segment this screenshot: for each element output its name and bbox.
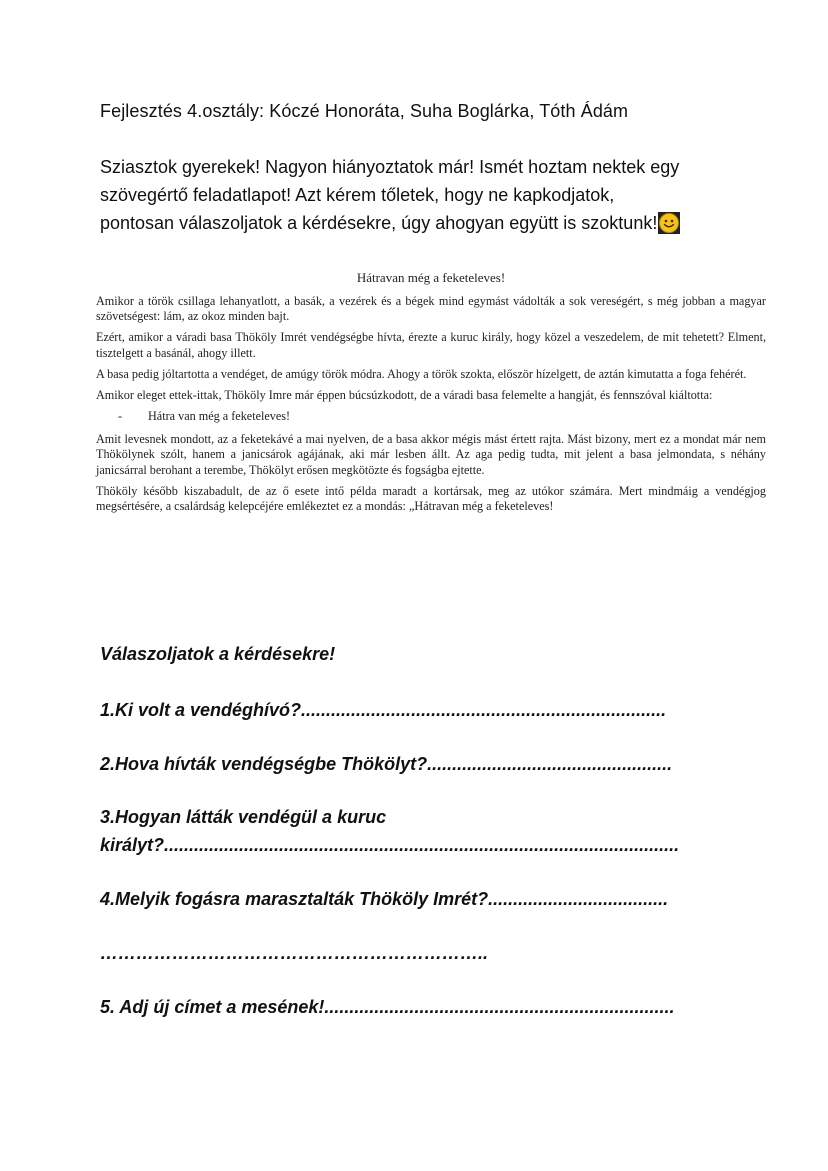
story-paragraph-1: Amikor a török csillaga lehanyatlott, a basák, a vezérek és a bégek mind egymást vádolták a sok vereségért, s még jobban a magyar szövetségest: lám, az okoz minden bajt. [96, 294, 766, 324]
worksheet-header: Fejlesztés 4.osztály: Kóczé Honoráta, Suha Boglárka, Tóth Ádám [100, 101, 629, 121]
question-3-line-2: királyt?....................................................................................................... [100, 835, 680, 855]
story-dialog [118, 409, 766, 424]
intro-line-1: Sziasztok gyerekek! Nagyon hiányoztatok már! Ismét hoztam nektek egy [100, 157, 680, 177]
intro-line-2: szövegértő feladatlapot! Azt kérem tőletek, hogy ne kapkodjatok, [100, 185, 615, 205]
question-5: 5. Adj új címet a mesének!...................................................................... [100, 997, 675, 1017]
question-4: 4.Melyik fogásra marasztalták Thököly Imrét?.................................... [100, 889, 669, 909]
story-paragraph-5: Amit levesnek mondott, az a feketekávé a mai nyelven, de a basa akkor mégis mást értett rajta. Mást bizony, mert ez a mondat már nem Thökölynek szólt, hanem a janicsárok agájának, aki már lesben állt. Az aga pedig tudta, mit jelent a basa jelmondata, s néhány janicsárral berohant a terembe, Thökölyt erősen megkötözte és fogságba ejtette. [96, 432, 766, 477]
dialog-dash: - [118, 409, 123, 424]
question-3-line-1: 3.Hogyan látták vendégül a kuruc [100, 807, 387, 827]
story-paragraph-4: Amikor eleget ettek-ittak, Thököly Imre már éppen búcsúzkodott, de a váradi basa felemelte a hangját, és fennszóval kiáltotta: [96, 388, 713, 403]
intro-text [100, 153, 760, 237]
question-4-answer-line: ……………………………………………………….. [100, 943, 489, 963]
intro-line-3-text: pontosan válaszoljatok a kérdésekre, úgy ahogyan együtt is szoktunk! [100, 213, 658, 233]
smiley-face-icon [658, 212, 680, 234]
question-1: 1.Ki volt a vendéghívó?......................................................................... [100, 700, 667, 720]
questions-title: Válaszoljatok a kérdésekre! [100, 644, 336, 664]
story-title: Hátravan még a feketeleves! [356, 270, 506, 285]
story-paragraph-6: Thököly később kiszabadult, de az ő esete intő példa maradt a kortársak, meg az utókor számára. Mert mindmáig a vendégjog megsértésére, a csalárdság kelepcéjére emlékeztet ez a mondás: „Hátravan még a feketeleves! [96, 483, 766, 514]
question-2: 2.Hova hívták vendégségbe Thökölyt?................................................. [100, 754, 673, 774]
dialog-text: Hátra van még a feketeleves! [148, 409, 291, 424]
story-scan [96, 270, 766, 606]
story-paragraph-3: A basa pedig jóltartotta a vendéget, de amúgy török módra. Ahogy a török szokta, először hízelgett, de aztán kimutatta a foga fehérét. [96, 366, 747, 381]
intro-line-3 [100, 209, 760, 237]
story-paragraph-2: Ezért, amikor a váradi basa Thököly Imrét vendégségbe hívta, érezte a kuruc király, hogy közel a veszedelem, de mit tehetett? Elment, tisztelgett a basánál, ahogy illett. [96, 330, 766, 360]
